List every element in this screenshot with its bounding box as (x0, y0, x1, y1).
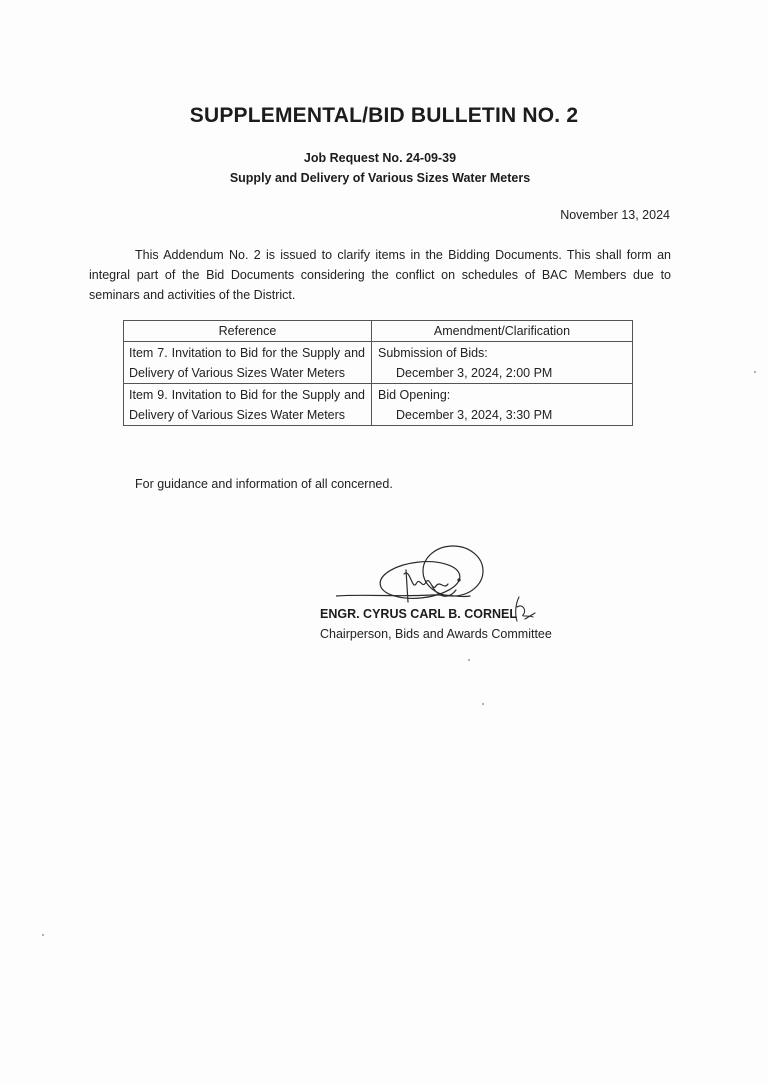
table-header-row (124, 321, 633, 342)
scan-speck (754, 371, 756, 373)
table-row (124, 384, 633, 426)
scan-speck (468, 659, 470, 661)
closing-statement: For guidance and information of all concerned. (135, 477, 393, 491)
reference-cell: Item 9. Invitation to Bid for the Supply and Delivery of Various Sizes Water Meters (124, 384, 372, 426)
document-date: November 13, 2024 (560, 208, 670, 222)
amendment-value: December 3, 2024, 2:00 PM (396, 366, 553, 380)
signatory-name: ENGR. CYRUS CARL B. CORNEL (320, 607, 518, 621)
column-header-reference: Reference (124, 321, 372, 342)
amendment-label: Submission of Bids: (378, 346, 488, 360)
amendment-table (123, 320, 633, 426)
column-header-amendment: Amendment/Clarification (372, 321, 633, 342)
job-subject: Supply and Delivery of Various Sizes Water Meters (229, 171, 531, 185)
scan-speck (42, 934, 44, 936)
scan-speck (482, 703, 484, 705)
amendment-cell (372, 342, 633, 384)
amendment-value: December 3, 2024, 3:30 PM (396, 408, 553, 422)
signatory-title: Chairperson, Bids and Awards Committee (320, 627, 552, 641)
job-request-number: Job Request No. 24-09-39 (303, 151, 457, 165)
body-paragraph: This Addendum No. 2 is issued to clarify items in the Bidding Documents. This shall form an integral part of the Bid Documents considering the conflict on schedules of BAC Members due to seminars and activities of the District. (89, 248, 671, 302)
document-title: SUPPLEMENTAL/BID BULLETIN NO. 2 (189, 104, 579, 127)
amendment-label: Bid Opening: (378, 388, 451, 402)
table-row (124, 342, 633, 384)
reference-cell: Item 7. Invitation to Bid for the Supply and Delivery of Various Sizes Water Meters (124, 342, 372, 384)
amendment-cell (372, 384, 633, 426)
